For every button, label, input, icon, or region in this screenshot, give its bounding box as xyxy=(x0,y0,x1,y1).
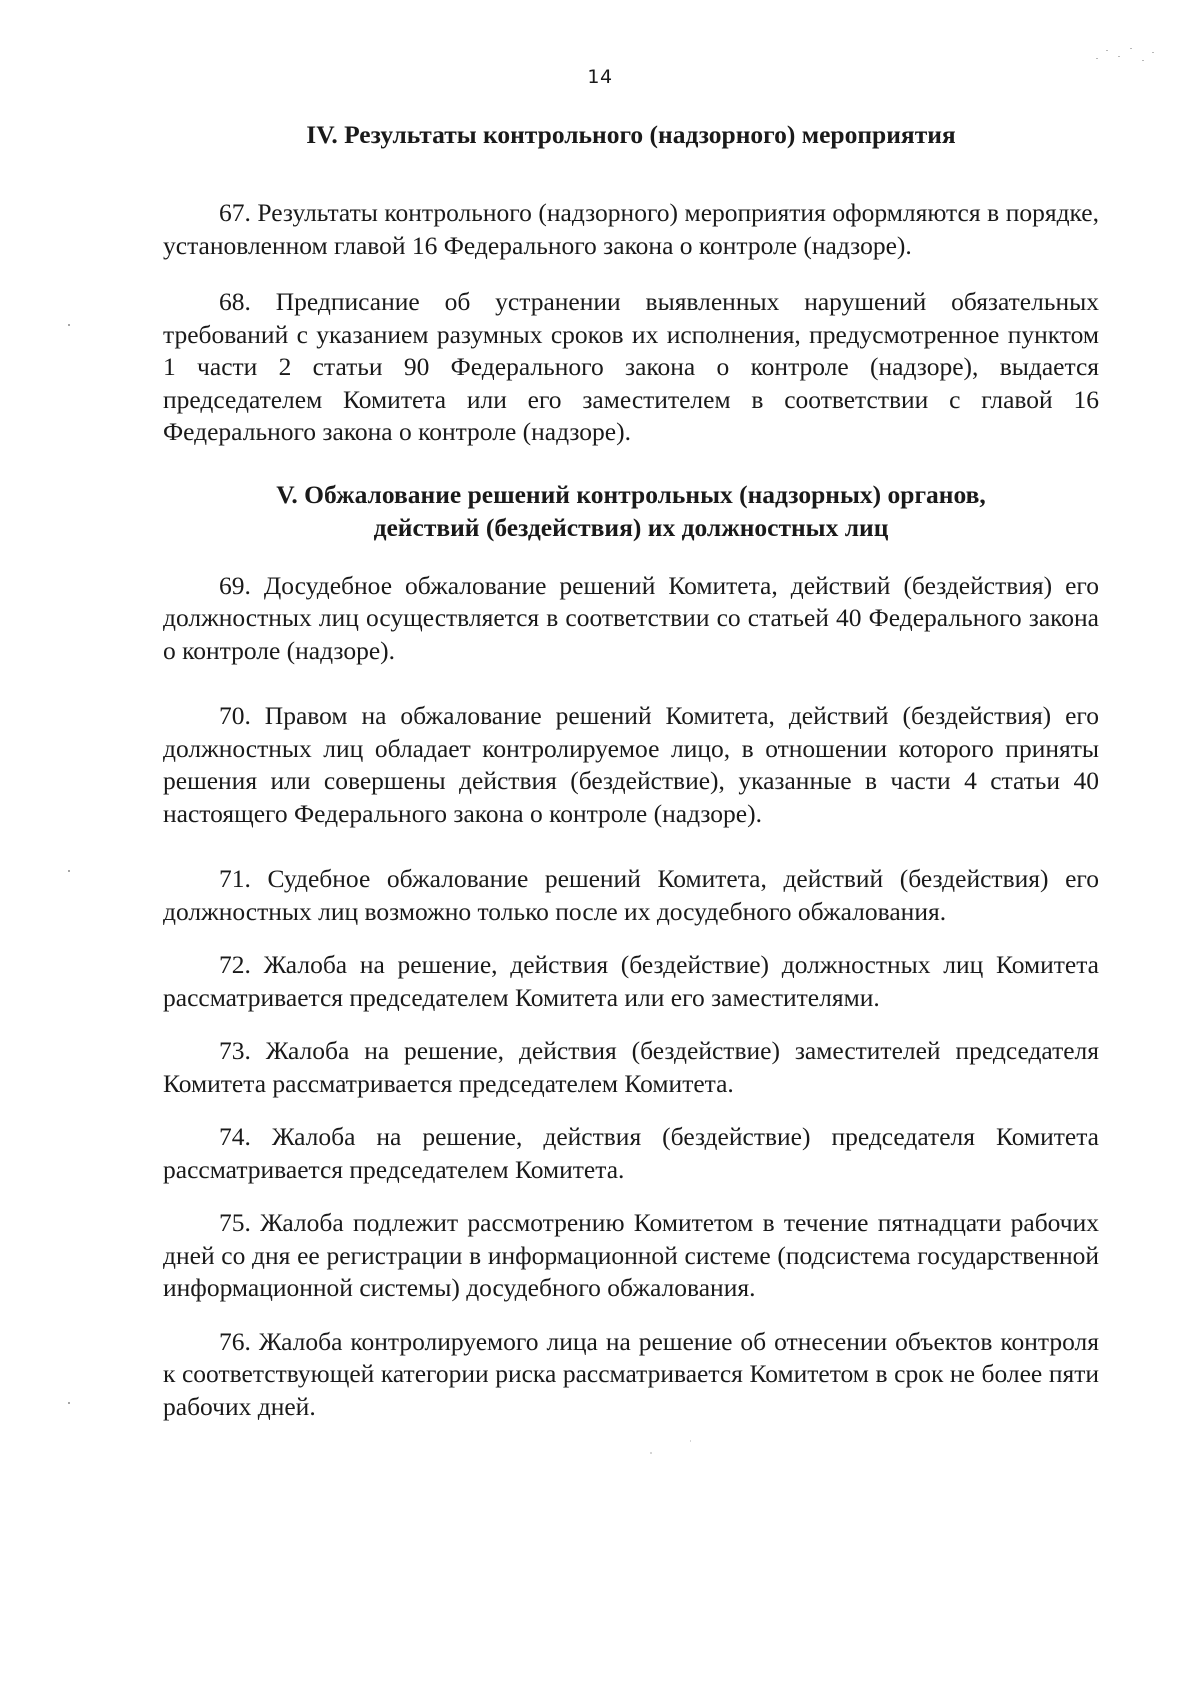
scan-speck xyxy=(690,1440,691,1442)
section-heading-v xyxy=(163,478,1099,544)
paragraph-75: 75. Жалоба подлежит рассмотрению Комитетом в течение пятнадцати рабочих дней со дня ее регистрации в информационной системе (подсистема государственной информационной системы) досудебного обжалования. xyxy=(163,1208,1099,1302)
scan-artifact xyxy=(1090,40,1170,70)
scan-speck xyxy=(68,324,70,326)
paragraph-72: 72. Жалоба на решение, действия (бездействие) должностных лиц Комитета рассматривается председателем Комитета или его заместителями. xyxy=(163,950,1099,1012)
paragraph-76: 76. Жалоба контролируемого лица на решение об отнесении объектов контроля к соответствующей категории риска рассматривается Комитетом в срок не более пяти рабочих дней. xyxy=(163,1326,1099,1421)
paragraph-67: 67. Результаты контрольного (надзорного) мероприятия оформляются в порядке, установленном главой 16 Федерального закона о контроле (надзоре). xyxy=(163,198,1099,260)
scan-speck xyxy=(68,870,70,872)
document-body xyxy=(163,118,1099,1423)
page-number: 14 xyxy=(587,66,613,88)
section-heading-v-line2: действий (бездействия) их должностных лиц xyxy=(373,512,889,542)
section-heading-v-line1: V. Обжалование решений контрольных (надзорных) органов, xyxy=(276,479,986,509)
section-heading-iv: IV. Результаты контрольного (надзорного) мероприятия xyxy=(306,120,956,149)
scan-speck xyxy=(68,1402,70,1404)
paragraph-69: 69. Досудебное обжалование решений Комитета, действий (бездействия) его должностных лиц осуществляется в соответствии со статьей 40 Федерального закона о контроле (надзоре). xyxy=(163,570,1099,665)
paragraph-74: 74. Жалоба на решение, действия (бездействие) председателя Комитета рассматривается председателем Комитета. xyxy=(163,1122,1099,1184)
paragraph-71: 71. Судебное обжалование решений Комитета, действий (бездействия) его должностных лиц возможно только после их досудебного обжалования. xyxy=(163,864,1099,926)
paragraph-68: 68. Предписание об устранении выявленных нарушений обязательных требований с указанием разумных сроков их исполнения, предусмотренное пунктом 1 части 2 статьи 90 Федерального закона о контроле (надзоре), выдается председателем Комитета или его заместителем в соответствии с главой 16 Федерального закона о контроле (надзоре). xyxy=(163,287,1099,446)
paragraph-73: 73. Жалоба на решение, действия (бездействие) заместителей председателя Комитета рассматривается председателем Комитета. xyxy=(163,1036,1099,1098)
scan-speck xyxy=(650,1452,652,1454)
paragraph-70: 70. Правом на обжалование решений Комитета, действий (бездействия) его должностных лиц обладает контролируемое лицо, в отношении которого приняты решения или совершены действия (бездействие), указанные в части 4 статьи 40 настоящего Федерального закона о контроле (надзоре). xyxy=(163,701,1099,828)
